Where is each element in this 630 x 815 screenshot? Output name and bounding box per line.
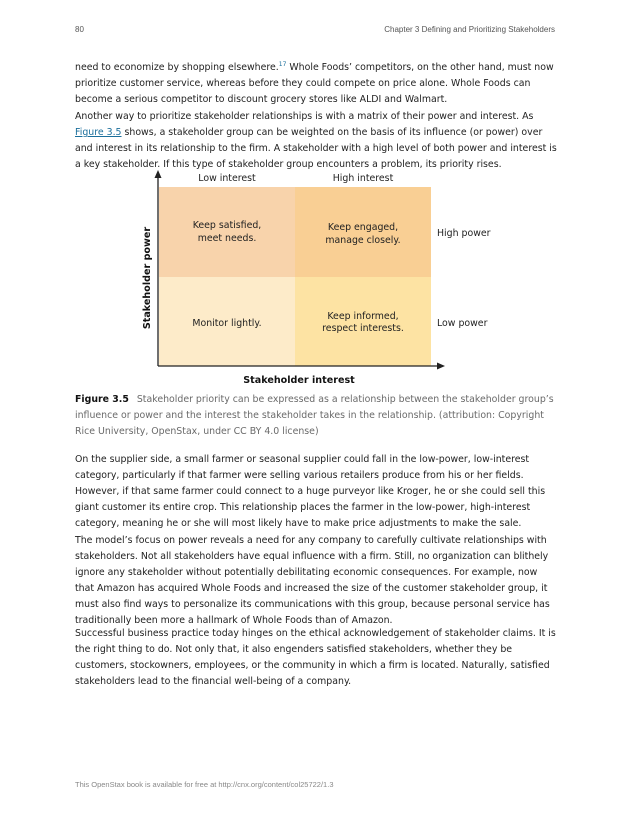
- quadrant-keep-satisfied: [159, 187, 295, 277]
- paragraph-5-text: Successful business practice today hinges on the ethical acknowledgement of stakeholder claims. It is the right thing to do. Not only that, it also engenders satisfied stakeholders, whether they be customers, stockowners, employees, or the community in which a firm is located. Naturally, satisfied stakeholders lead to the financial well-being of a company.: [75, 628, 556, 687]
- row-label-high-power: High power: [437, 228, 491, 239]
- quadrant-br-line-2: respect interests.: [322, 323, 404, 334]
- column-label-high-interest: High interest: [332, 173, 394, 184]
- paragraph-1: [75, 60, 557, 108]
- paragraph-4-text: The model’s focus on power reveals a need for any company to carefully cultivate relationships with stakeholders. Not all stakeholders have equal influence with a firm. Still, no organization can blithely ignore any stakeholder without potentially debilitating economic consequences. For example, now that Amazon has acquired Whole Foods and increased the size of the customer stakeholder group, it must also find ways to personalize its communications with this group, because personal service has traditionally been more a hallmark of Whole Foods than of Amazon.: [75, 535, 550, 626]
- y-axis-arrow: [155, 170, 162, 178]
- x-axis-title: Stakeholder interest: [243, 375, 355, 386]
- paragraph-5: [75, 626, 557, 690]
- quadrant-tl-line-1: Keep satisfied,: [192, 220, 262, 231]
- row-label-low-power: Low power: [437, 318, 488, 329]
- quadrant-tr-line-1: Keep engaged,: [327, 222, 399, 233]
- paragraph-1-start: need to economize by shopping elsewhere.: [75, 62, 279, 73]
- chapter-title: Chapter 3 Defining and Prioritizing Stakeholders: [384, 25, 555, 34]
- y-axis-title: Stakeholder power: [142, 226, 153, 330]
- figure-link[interactable]: Figure 3.5: [75, 127, 122, 138]
- figure-caption-label: Figure 3.5: [75, 394, 129, 405]
- quadrant-tr-line-2: manage closely.: [325, 235, 401, 246]
- quadrant-bl-line-1: Monitor lightly.: [192, 318, 262, 329]
- page-number: 80: [75, 25, 84, 34]
- footnote-ref[interactable]: 17: [278, 60, 287, 68]
- power-interest-matrix: [0, 165, 630, 390]
- paragraph-3-text: On the supplier side, a small farmer or seasonal supplier could fall in the low-power, low-interest category, particularly if that farmer were selling various retailers produce from his or her fields. However, if that same farmer could connect to a huge purveyor like Kroger, he or she could sell this giant customer its entire crop. This relationship places the farmer in the low-power, high-interest category, meaning he or she will most likely have to make price adjustments to make the sale.: [75, 454, 546, 529]
- figure-caption: [75, 392, 557, 440]
- paragraph-3: [75, 452, 557, 532]
- x-axis-arrow: [437, 363, 445, 370]
- paragraph-1-end: Whole Foods’ competitors, on the other hand, must now prioritize customer service, whereas before they could compete on price alone. Whole Foods can become a serious competitor to discount grocery stores like ALDI and Walmart.: [75, 62, 554, 105]
- footer-note: This OpenStax book is available for free at http://cnx.org/content/col25722/1.3: [75, 780, 334, 789]
- figure-caption-text: Stakeholder priority can be expressed as a relationship between the stakeholder group’s influence or power and the interest the stakeholder takes in the relationship. (attribution: Copyright Rice University, OpenStax, under CC BY 4.0 license): [75, 394, 554, 437]
- paragraph-2-end: shows, a stakeholder group can be weighted on the basis of its influence (or power) over and interest in its relationship to the firm. A stakeholder with a high level of both power and interest is a key stakeholder. If this type of stakeholder group encounters a problem, its priority rises.: [75, 127, 557, 170]
- paragraph-2-start: Another way to prioritize stakeholder relationships is with a matrix of their power and interest. As: [75, 111, 534, 122]
- column-label-low-interest: Low interest: [198, 173, 256, 184]
- quadrant-tl-line-2: meet needs.: [197, 233, 257, 244]
- quadrant-br-line-1: Keep informed,: [327, 311, 399, 322]
- paragraph-2: [75, 109, 557, 173]
- paragraph-4: [75, 533, 557, 629]
